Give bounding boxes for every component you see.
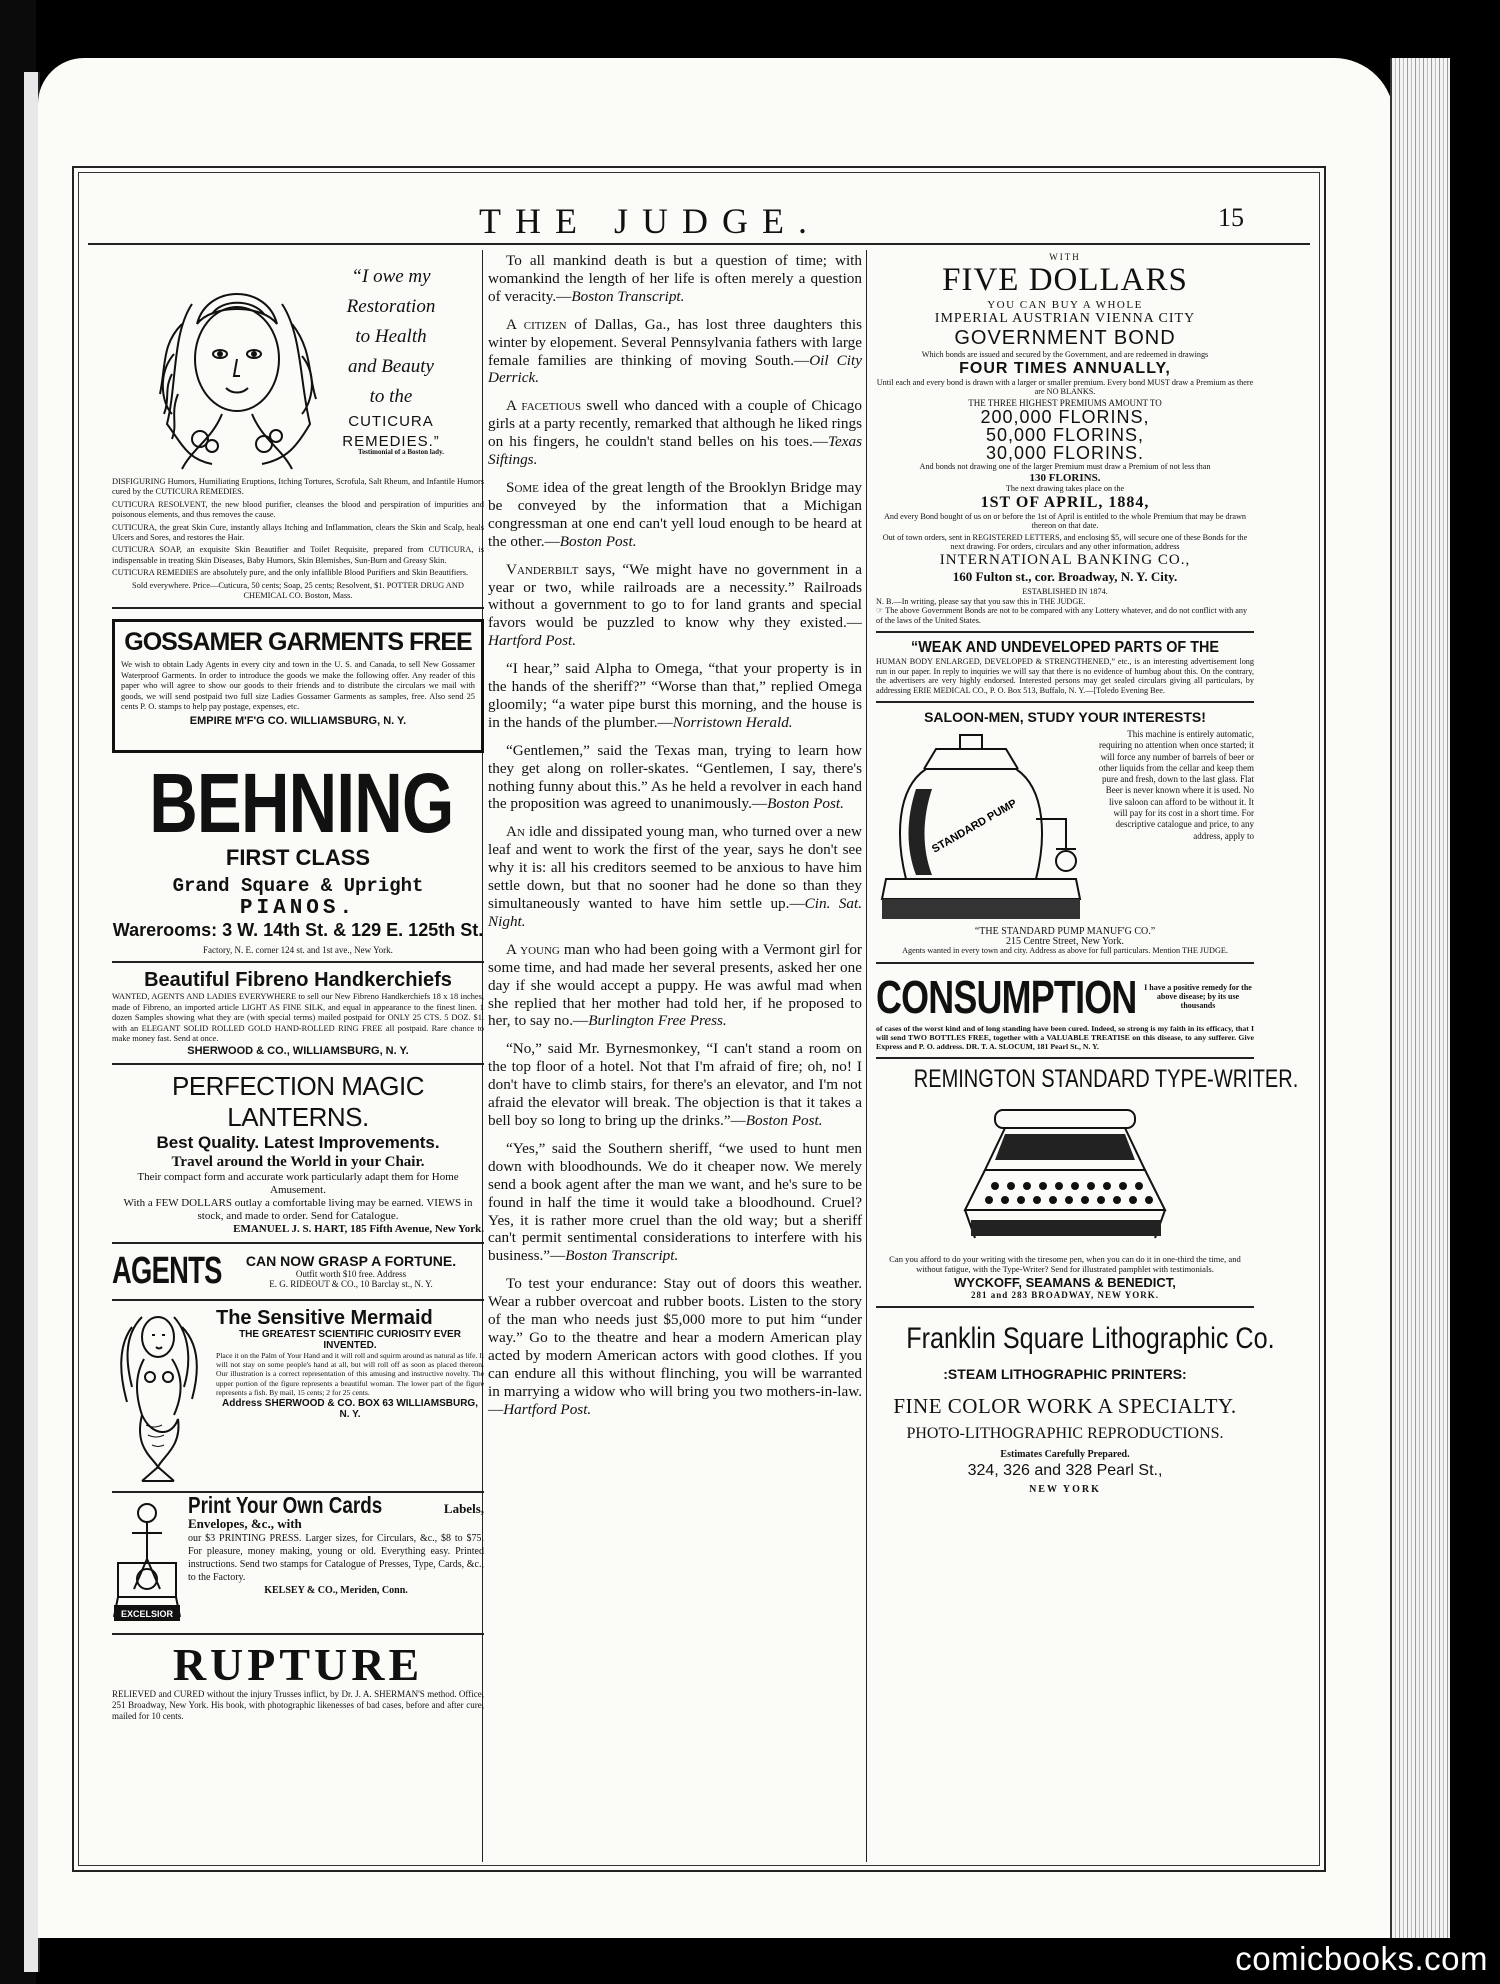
ad-divider	[112, 1242, 484, 1244]
story-text: To test your endurance: Stay out of doors this weather. Wear a rubber overcoat and rubber boots. Listen to the story of the man who needs just $5,000 more to put him “under way.” Go to the theatre and hear a modern American play acted by modern American actors with good clothes. If you can endure all this without flinching, you will be warranted in marrying a widow who will bring you two mothers-in-law.—	[488, 1275, 862, 1418]
remington-line-2: WYCKOFF, SEAMANS & BENEDICT,	[954, 1274, 1176, 1290]
behning-ad	[112, 756, 484, 956]
ad-divider	[112, 961, 484, 963]
story-source: Texas Siftings.	[488, 433, 862, 469]
ad-divider	[876, 631, 1254, 633]
cuticura-para-3: CUTICURA, the great Skin Cure, instantly allays Itching and Inflammation, clears the Skin and Scalp, heals Ulcers and Sores, and restores the Hair.	[112, 522, 484, 543]
printing-press-icon	[112, 1499, 182, 1625]
saloon-pump-ad	[876, 709, 1254, 956]
story-source: Boston Post.	[559, 532, 637, 550]
rupture-body: RELIEVED and CURED without the injury Trusses inflict, by Dr. J. A. SHERMAN'S method. Office, 251 Broadway, New York. His book, with photographic likenesses of bad cases, before and after cure, mailed for 10 cents.	[112, 1688, 484, 1721]
franklin-line-7: NEW YORK	[1029, 1483, 1101, 1495]
bond-line-9: 130 FLORINS.	[1029, 471, 1101, 484]
fibreno-footer: SHERWOOD & CO., WILLIAMSBURG, N. Y.	[187, 1044, 409, 1057]
story-text: “No,” said Mr. Byrnesmonkey, “I can't stand a room on the top floor of a hotel. Not that I'm afraid of fire; oh, no! I don't have to climb stairs, for there's an elevator, and I'm not afraid the elevator will break. The objection is that it takes a bell boy so long to bring up the drinks.”—	[488, 1040, 862, 1129]
bond-with: WITH	[1049, 252, 1081, 262]
lanterns-title: PERFECTION MAGIC LANTERNS.	[171, 1070, 424, 1132]
story-text: idle and dissipated young man, who turned over a new leaf and went to work the first of the year, says he don't see why it is: all his creditors seemed to be anxious to have him settle down, but that no sooner had he done so than they simultaneously wanted to have him settle up.—	[488, 823, 862, 912]
story-text: To all mankind death is but a question of time; with womankind the length of her life is often merely a question of veracity.—	[488, 252, 862, 305]
page-stack-edge	[1390, 58, 1450, 1938]
story-text: “I hear,” said Alpha to Omega, “that your property is in the hands of the sheriff?” “Worse than that,” replied Omega gloomily; “a water pipe burst this morning, and the house is in the hands of the plumber.—	[488, 660, 862, 731]
printing-press-title: Print Your Own Cards	[188, 1491, 383, 1518]
story-source: Cin. Sat. Night.	[488, 895, 862, 930]
lanterns-line-6: EMANUEL J. S. HART, 185 Fifth Avenue, New York.	[233, 1222, 484, 1235]
remington-body: Can you afford to do your writing with the tiresome pen, when you can do it in one-third the time, and without fatigue, with the Type-Writer? Send for illustrated pamphlet with testimonials.	[889, 1253, 1241, 1275]
fibreno-ad	[112, 969, 484, 1056]
story-text: idea of the great length of the Brooklyn Bridge may be conveyed by the information that a Michigan congressman at one end can't yell loud enough to be heard at the other.—	[488, 478, 862, 550]
woman-portrait-icon	[152, 264, 322, 472]
franklin-line-6: 324, 326 and 328 Pearl St.,	[967, 1461, 1163, 1479]
bond-line-17: N. B.—In writing, please say that you saw this in THE JUDGE.	[876, 596, 1086, 606]
story-item	[488, 1140, 862, 1265]
rupture-title: RUPTURE	[172, 1638, 424, 1690]
printing-press-ad	[112, 1491, 484, 1627]
agents-line-1: CAN NOW GRASP A FORTUNE.	[245, 1253, 457, 1269]
story-lead: A citizen	[506, 315, 567, 333]
left-ad-column	[112, 252, 484, 1722]
agents-ad	[112, 1250, 484, 1293]
ad-divider	[112, 607, 484, 609]
story-text: says, “We might have no government in a year or two, while railroads are a necessity.” Railroads without a government to go to for land grants and special favors would be puzzled to know why they existed.—	[488, 560, 862, 632]
story-lead: Vanderbilt	[506, 560, 579, 578]
rupture-ad	[112, 1638, 484, 1722]
saloon-line-4: Agents wanted in every town and city. Address as above for full particulars. Mention THE JUDGE.	[902, 946, 1228, 956]
story-source: Hartford Post.	[488, 632, 577, 650]
bond-line-14: INTERNATIONAL BANKING CO.,	[939, 551, 1191, 568]
story-item	[488, 660, 862, 732]
story-item	[488, 941, 862, 1031]
erie-medical-ad	[876, 639, 1254, 695]
printing-press-title-2: Labels, Envelopes, &c., with	[188, 1500, 484, 1531]
story-lead: Some	[506, 478, 539, 496]
ad-divider	[876, 701, 1254, 703]
story-lead: A facetious	[506, 397, 582, 415]
bond-florins-3: 30,000 FLORINS.	[985, 443, 1145, 464]
agents-title: AGENTS	[112, 1249, 222, 1292]
ad-divider	[112, 1633, 484, 1635]
agents-line-2: Outfit worth $10 free. Address	[295, 1269, 407, 1279]
header-rule	[88, 243, 1310, 245]
story-item	[488, 252, 862, 306]
agents-line-3: E. G. RIDEOUT & CO., 10 Barclay st., N. Y.	[269, 1279, 433, 1289]
saloon-line-2: “THE STANDARD PUMP MANUF'G CO.”	[974, 925, 1156, 937]
story-source: Boston Transcript.	[565, 1247, 679, 1265]
gossamer-title: GOSSAMER GARMENTS FREE	[124, 628, 472, 657]
cuticura-ad	[112, 252, 484, 601]
story-text: swell who danced with a couple of Chicago girls at a party recently, remarked that although he liked rings on his fingers, he couldn't stand belles on his toes.—	[488, 397, 862, 451]
story-item	[488, 1275, 862, 1418]
consumption-body: of cases of the worst kind and of long standing have been cured. Indeed, so strong is my faith in its efficacy, that I will send TWO BOTTLES FREE, together with a VALUABLE TREATISE on this disease, to any sufferer. Give Express and P. O. address. DR. T. A. SLOCUM, 181 Pearl St., N. Y.	[876, 1023, 1254, 1051]
government-bond-ad	[876, 252, 1254, 625]
beer-pump-icon	[876, 729, 1090, 925]
printing-press-body: our $3 PRINTING PRESS. Larger sizes, for Circulars, &c., $8 to $75. For pleasure, money making, young or old. Everything easy. Printed instructions. Send two stamps for Catalogue of Presses, Type, Cards, &c., to the Factory.	[188, 1532, 484, 1583]
fibreno-body: WANTED, AGENTS AND LADIES EVERYWHERE to sell our New Fibreno Handkerchiefs 18 x 18 inches, made of Fibreno, an imported article LIGHT AS FINE SILK, and equal in appearance to the finest linen. 1 dozen Samples showing what they are (with special terms) mailed postpaid for ONLY 25 CTS. 5 DOZ. $1. with an ELEGANT SOLID ROLLED GOLD HAND-ROLLED RING FREE all postpaid. Rare chance to make money fast. Send at once.	[112, 992, 484, 1044]
bond-line-12: And every Bond bought of us on or before the 1st of April is entitled to the whole Premium that may be drawn thereon on that date.	[883, 511, 1246, 531]
mermaid-icon	[112, 1307, 210, 1483]
story-text: “Gentlemen,” said the Texas man, trying to learn how they get along on roller-skates. “Gentlemen, I say, there's nothing funny about this.” As he held a revolver in each hand the proposition was agreed to unanimously.—	[488, 741, 862, 813]
gossamer-footer: EMPIRE M'F'G CO. WILLIAMSBURG, N. Y.	[189, 714, 407, 727]
watermark: comicbooks.com	[1235, 1940, 1488, 1977]
ad-divider	[112, 1299, 484, 1301]
story-text: man who had been going with a Vermont girl for some time, and had made her several presents, asked her one day if she would accept a puppy. He was awful mad when she replied that her mother had told her, if he proposed to her, to say no.—	[488, 940, 862, 1030]
weak-body: HUMAN BODY ENLARGED, DEVELOPED & STRENGTHENED,” etc., is an interesting advertisement long run in our paper. In reply to inquiries we will say that there is no evidence of humbug about this. On the contrary, the advertisers are very highly endorsed. Interested persons may get sealed circulars giving all particulars, by addressing ERIE MEDICAL CO., P. O. Box 513, Buffalo, N. Y.—[Toledo Evening Bee.	[876, 657, 1254, 695]
remington-ad	[876, 1064, 1299, 1300]
bond-line-4: Which bonds are issued and secured by the Government, and are redeemed in drawings	[921, 350, 1209, 359]
cuticura-para-4: CUTICURA SOAP, an exquisite Skin Beautifier and Toilet Requisite, prepared from CUTICURA, is indispensable in treating Skin Diseases, Baby Humors, Skin Blemishes, Sun-Burn and Greasy Skin.	[112, 545, 484, 565]
masthead: THE JUDGE.	[479, 201, 821, 241]
franklin-line-3: FINE COLOR WORK A SPECIALTY.	[893, 1393, 1237, 1418]
franklin-line-2: :STEAM LITHOGRAPHIC PRINTERS:	[943, 1365, 1187, 1382]
franklin-title: Franklin Square Lithographic Co.	[906, 1321, 1275, 1355]
lanterns-line-5: With a FEW DOLLARS outlay a comfortable living may be earned. VIEWS in stock, and made to order. Send for Catalogue.	[123, 1196, 473, 1222]
story-source: Boston Post.	[767, 795, 844, 813]
mermaid-subtitle: THE GREATEST SCIENTIFIC CURIOSITY EVER INVENTED.	[239, 1328, 461, 1351]
bond-florins-2: 50,000 FLORINS,	[985, 425, 1145, 446]
bond-line-16: ESTABLISHED IN 1874.	[1022, 586, 1108, 596]
cuticura-para-1: DISFIGURING Humors, Humiliating Eruptions, Itching Tortures, Scrofula, Salt Rheum, and Infantile Humors cured by the CUTICURA REMEDIES.	[112, 477, 484, 497]
bond-florins-1: 200,000 FLORINS,	[980, 407, 1150, 428]
cuticura-quote-5: to the	[369, 386, 413, 407]
lanterns-line-3: Travel around the World in your Chair.	[171, 1153, 425, 1170]
cuticura-quote-3: to Health	[355, 326, 427, 347]
right-ad-column	[876, 252, 1299, 1495]
story-lead: An	[506, 823, 525, 841]
cuticura-quote-2: Restoration	[346, 296, 436, 317]
ad-divider	[112, 1063, 484, 1065]
story-source: Oil City Derrick.	[488, 351, 862, 387]
bond-line-2: IMPERIAL AUSTRIAN VIENNA CITY	[934, 311, 1196, 326]
saloon-title: SALOON-MEN, STUDY YOUR INTERESTS!	[924, 708, 1206, 725]
story-source: Boston Transcript.	[571, 287, 685, 305]
story-item	[488, 316, 862, 388]
behning-line-2: FIRST CLASS	[225, 845, 371, 871]
story-column	[488, 252, 862, 1428]
bond-line-1: YOU CAN BUY A WHOLE	[987, 299, 1143, 311]
story-source: Boston Post.	[745, 1111, 823, 1129]
saloon-body: This machine is entirely automatic, requiring no attention when once started; it will force any number of barrels of beer or other liquids from the cellar and keep them pure and fresh, down to the last glass. Flat Beer is never known where it is used. No live saloon can afford to be without it. It will pay for its cost in a short time. For descriptive catalogue and price, to any address, apply to	[1098, 728, 1254, 841]
ad-divider	[876, 1306, 1254, 1308]
lanterns-line-4: Their compact form and accurate work particularly adapt them for Home Amusement.	[137, 1170, 459, 1196]
bond-line-18: ☞ The above Government Bonds are not to be compared with any Lottery whatever, and do not conflict with any of the laws of the United States.	[876, 606, 1248, 625]
cuticura-quote-4: and Beauty	[347, 356, 434, 377]
behning-line-3: Grand Square & Upright	[172, 875, 424, 898]
story-item	[488, 1040, 862, 1130]
mermaid-title: The Sensitive Mermaid	[216, 1306, 433, 1329]
mermaid-body: Place it on the Palm of Your Hand and it will roll and squirm around as natural as life. It will not stay on some people's hand at all, but will roll off as soon as placed thereon. Our illustration is a correct representation of this amusing and instructive novelty. The upper portion of the figure represents a beautiful woman. The lower part of the figure represents a fish. By mail, 15 cents; 2 for 25 cents.	[216, 1350, 484, 1398]
gossamer-body: We wish to obtain Lady Agents in every city and town in the U. S. and Canada, to sell New Gossamer Waterproof Garments. In order to introduce the goods we make the following offer. Any reader of this paper who will agree to show our goods to their friends and to distribute the circulars we mail with goods, we will send postpaid two full size Ladies Gossamer Garments as samples, free. Also send 25 cents P. O. stamps to help pay postage, expenses, etc.	[121, 660, 475, 712]
behning-name: BEHNING	[149, 756, 454, 851]
bond-title: FIVE DOLLARS	[942, 262, 1188, 298]
story-item	[488, 397, 862, 469]
mermaid-footer: Address SHERWOOD & CO. BOX 63 WILLIAMSBURG, N. Y.	[222, 1397, 478, 1420]
franklin-line-4: PHOTO-LITHOGRAPHIC REPRODUCTIONS.	[906, 1424, 1224, 1442]
ad-divider	[876, 962, 1254, 964]
story-item	[488, 561, 862, 651]
behning-line-4: PIANOS.	[239, 897, 357, 921]
cuticura-para-2: CUTICURA RESOLVENT, the new blood purifier, cleanses the blood and perspiration of impurities and poisonous elements, and thus removes the cause.	[112, 499, 484, 520]
page-number: 15	[1218, 203, 1244, 232]
bond-line-3: GOVERNMENT BOND	[954, 327, 1176, 349]
mermaid-ad	[112, 1307, 484, 1485]
story-item	[488, 823, 862, 930]
beer-pump-label: STANDARD PUMP	[930, 797, 1019, 856]
story-lead: A young	[506, 940, 560, 958]
behning-line-6: Factory, N. E. corner 124 st. and 1st ave., New York.	[203, 945, 393, 956]
bond-line-5: FOUR TIMES ANNUALLY,	[959, 359, 1171, 377]
cuticura-para-5: CUTICURA REMEDIES are absolutely pure, and the only infallible Blood Purifiers and Skin Beautifiers.	[112, 568, 469, 578]
bond-line-7: THE THREE HIGHEST PREMIUMS AMOUNT TO	[968, 397, 1162, 408]
story-source: Hartford Post.	[503, 1400, 592, 1418]
behning-line-5: Warerooms: 3 W. 14th St. & 129 E. 125th St.	[112, 920, 484, 941]
gossamer-ad	[112, 619, 484, 753]
cuticura-testimonial: Testimonial of a Boston lady.	[358, 448, 444, 456]
cuticura-brand: CUTICURA REMEDIES.”	[342, 413, 440, 450]
bond-line-15: 160 Fulton st., cor. Broadway, N. Y. City.	[952, 568, 1178, 584]
story-source: Burlington Free Press.	[588, 1012, 727, 1030]
story-item	[488, 479, 862, 551]
ad-divider	[876, 1057, 1254, 1059]
column-rule-2	[866, 250, 867, 1862]
cuticura-body	[112, 477, 484, 601]
consumption-side: I have a positive remedy for the above disease; by its use thousands	[1144, 983, 1252, 1011]
weak-title: “WEAK AND UNDEVELOPED PARTS OF THE	[910, 639, 1219, 657]
franklin-line-5: Estimates Carefully Prepared.	[1000, 1448, 1130, 1460]
bond-line-10: The next drawing takes place on the	[1005, 483, 1125, 493]
consumption-title: CONSUMPTION	[876, 970, 1137, 1023]
bond-line-11: 1ST OF APRIL, 1884,	[980, 493, 1150, 511]
story-source: Norristown Herald.	[672, 713, 793, 731]
remington-title: REMINGTON STANDARD TYPE-WRITER.	[913, 1064, 1299, 1093]
cuticura-quote-1: “I owe my	[351, 266, 431, 287]
bond-line-6: Until each and every bond is drawn with a larger or smaller premium. Every bond MUST draw a Premium as there are NO BLANKS.	[876, 377, 1254, 397]
printing-press-footer: KELSEY & CO., Meriden, Conn.	[264, 1584, 408, 1596]
bond-line-8: And bonds not drawing one of the larger Premium must draw a Premium of not less than	[919, 462, 1211, 472]
story-text: “Yes,” said the Southern sheriff, “we used to hunt men down with bloodhounds. We do it cheaper now. We merely send a book agent after the man we want, and he's sure to be found in half the time it would take a bloodhound. Cruel? Yes, it is rather more cruel than the old way; but a sheriff can't permit sentimental considerations to interfere with his business.”—	[488, 1139, 862, 1265]
story-text: of Dallas, Ga., has lost three daughters this winter by elopement. Several Pennsylvania fathers with large female families are thinking of moving South.—	[488, 315, 862, 369]
fibreno-title: Beautiful Fibreno Handkerchiefs	[144, 969, 452, 992]
story-item	[488, 742, 862, 814]
consumption-ad	[876, 970, 1254, 1051]
remington-line-3: 281 and 283 BROADWAY, NEW YORK.	[970, 1289, 1160, 1300]
saloon-line-3: 215 Centre Street, New York.	[1005, 935, 1125, 947]
cuticura-para-6: Sold everywhere. Price—Cuticura, 50 cents; Soap, 25 cents; Resolvent, $1. POTTER DRUG AND CHEMICAL CO. Boston, Mass.	[132, 580, 464, 601]
printing-press-badge: EXCELSIOR	[120, 1608, 174, 1619]
lanterns-ad	[112, 1071, 484, 1236]
typewriter-icon	[945, 1100, 1185, 1250]
lanterns-line-2: Best Quality. Latest Improvements.	[156, 1132, 440, 1152]
bond-line-13: Out of town orders, sent in REGISTERED LETTERS, and enclosing $5, will secure one of these Bonds for the next drawing. For orders, circulars and any other information, address	[882, 532, 1248, 552]
franklin-square-ad	[876, 1321, 1275, 1495]
